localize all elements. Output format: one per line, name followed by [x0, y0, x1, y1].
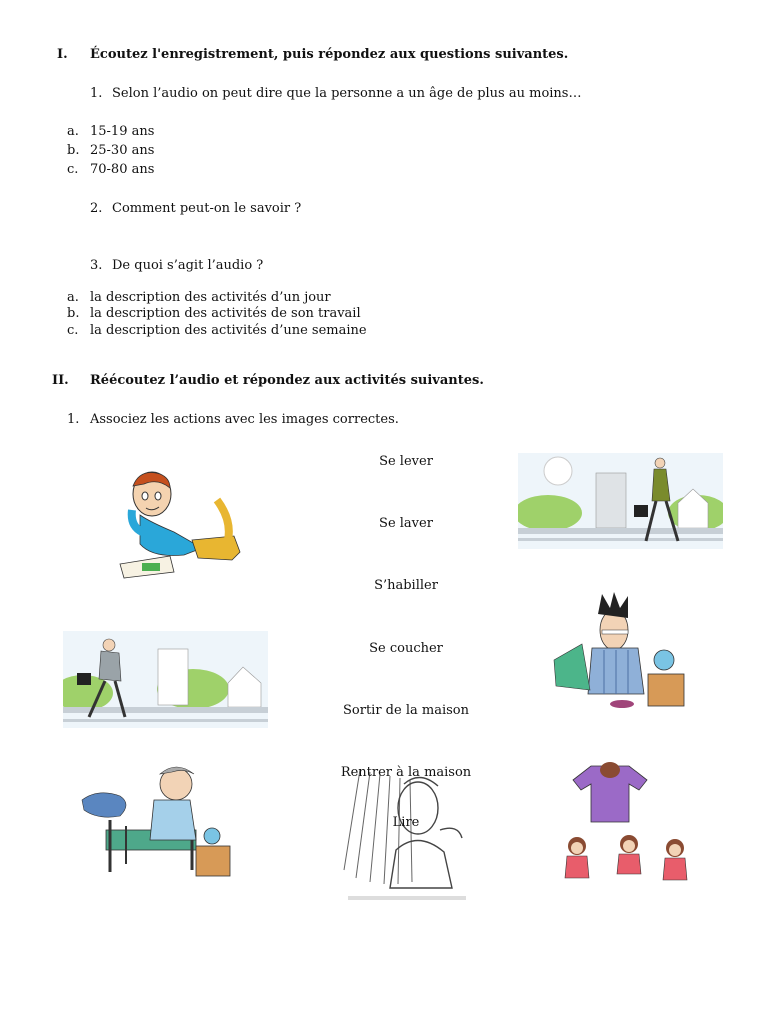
option-text: la description des activités de son travail [90, 306, 361, 321]
shower-image [340, 760, 475, 905]
instruction-number: 1. [67, 412, 80, 427]
option-text: la description des activités d’une semaine [90, 323, 367, 338]
section-2-numeral: II. [52, 373, 69, 388]
walking-street-image [518, 453, 723, 549]
action-label: Lire [392, 815, 420, 830]
option-text: 70-80 ans [90, 162, 155, 177]
section-1-heading: Écoutez l'enregistrement, puis répondez aux questions suivantes. [90, 47, 569, 62]
option-text: la description des activités d’un jour [90, 290, 331, 305]
question-3-text: De quoi s’agit l’audio ? [112, 258, 264, 273]
action-label: S’habiller [374, 578, 438, 593]
section-1-numeral: I. [57, 47, 68, 62]
section-2-heading: Réécoutez l’audio et répondez aux activités suivantes. [90, 373, 484, 388]
action-label: Se lever [379, 454, 433, 469]
option-letter: b. [67, 306, 80, 321]
action-label: Se laver [379, 516, 433, 531]
getting-dressed-image [552, 590, 692, 715]
option-text: 25-30 ans [90, 143, 155, 158]
question-1-text: Selon l’audio on peut dire que la personne a un âge de plus au moins… [112, 86, 582, 101]
walking-outside-image [63, 631, 268, 728]
question-1-number: 1. [90, 86, 103, 101]
action-label: Se coucher [369, 641, 443, 656]
reading-person-image [112, 460, 252, 585]
child-dressing-image [555, 760, 695, 895]
waking-up-image [80, 760, 235, 882]
action-label: Sortir de la maison [343, 703, 469, 718]
option-letter: c. [67, 162, 79, 177]
option-text: 15-19 ans [90, 124, 155, 139]
option-letter: a. [67, 290, 79, 305]
question-2-text: Comment peut-on le savoir ? [112, 201, 302, 216]
option-letter: c. [67, 323, 79, 338]
option-letter: a. [67, 124, 79, 139]
action-label: Rentrer à la maison [340, 765, 472, 780]
option-letter: b. [67, 143, 80, 158]
instruction-text: Associez les actions avec les images correctes. [90, 412, 399, 427]
question-3-number: 3. [90, 258, 103, 273]
question-2-number: 2. [90, 201, 103, 216]
